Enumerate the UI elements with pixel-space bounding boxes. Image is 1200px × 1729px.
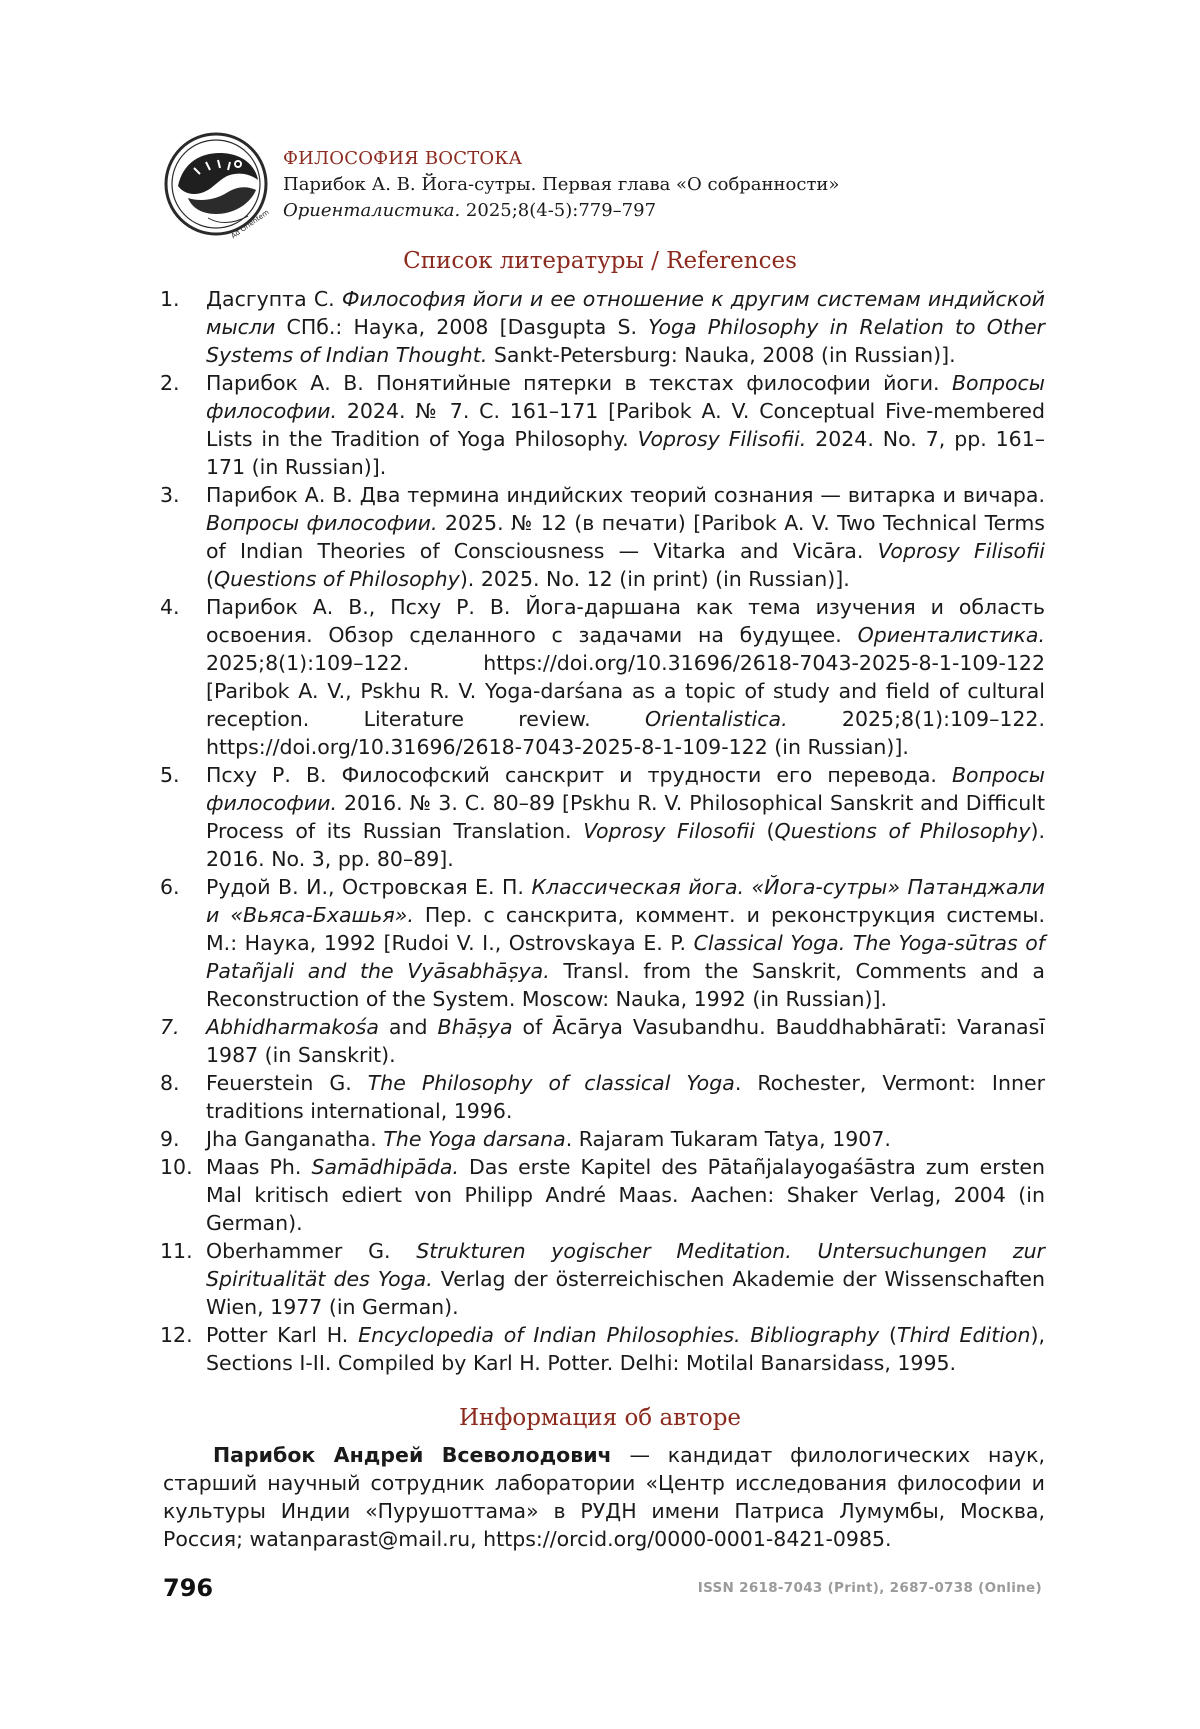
journal-logo	[160, 128, 272, 240]
reference-segment: Дасгупта С.	[206, 287, 342, 311]
reference-item	[160, 369, 1045, 481]
reference-italic-segment: Encyclopedia of Indian Philosophies. Bibliography	[358, 1323, 880, 1347]
reference-text	[206, 593, 1045, 761]
reference-text	[206, 1069, 1045, 1125]
reference-segment: Maas Ph.	[206, 1155, 312, 1179]
running-header	[283, 146, 839, 224]
reference-italic-segment: Voprosy Filosofii	[583, 819, 755, 843]
reference-italic-segment: Voprosy Filisofii.	[637, 427, 807, 451]
reference-text	[206, 1237, 1045, 1321]
page-number: 796	[163, 1574, 214, 1602]
reference-number: 11.	[160, 1239, 193, 1263]
reference-item	[160, 1125, 1045, 1153]
reference-item	[160, 1153, 1045, 1237]
reference-italic-segment: The Philosophy of classical Yoga	[367, 1071, 735, 1095]
citation-details: 2025;8(4-5):779–797	[460, 200, 657, 221]
reference-number: 5.	[160, 763, 180, 787]
issn-footer: ISSN 2618-7043 (Print), 2687-0738 (Online)	[697, 1580, 1042, 1596]
reference-segment: and	[378, 1015, 438, 1039]
reference-item	[160, 593, 1045, 761]
reference-segment: . Rochester, Vermont: Inner traditions international, 1996.	[206, 1071, 1045, 1123]
reference-italic-segment: Вопросы философии.	[206, 371, 1045, 423]
reference-italic-segment: Классическая йога. «Йога-сутры» Патанджали и «Вьяса-Бхашья».	[206, 875, 1046, 927]
reference-segment: (	[879, 1323, 898, 1347]
reference-italic-segment: Философия йоги и ее отношение к другим системам индийской мысли	[206, 287, 1045, 339]
reference-italic-segment: Strukturen yogischer Meditation. Untersuchungen zur Spiritualität des Yoga.	[206, 1239, 1045, 1291]
reference-text	[206, 873, 1045, 1013]
reference-number: 10.	[160, 1155, 193, 1179]
reference-segment: Парибок А. В., Псху Р. В. Йога-даршана как тема изучения и область освоения. Обзор сделанного с задачами на будущее.	[206, 595, 1045, 647]
reference-item	[160, 1237, 1045, 1321]
reference-text	[206, 1153, 1045, 1237]
reference-list	[160, 285, 1045, 1377]
reference-text	[206, 1013, 1045, 1069]
reference-segment: Пер. с санскрита, коммент. и реконструкция системы. М.: Наука, 1992 [Rudoi V. I., Ostrovskaya E. P.	[206, 903, 1045, 955]
reference-italic-segment: Abhidharmakośa	[206, 1015, 379, 1039]
reference-italic-segment: Yoga Philosophy in Relation to Other Systems of Indian Thought.	[206, 315, 1045, 367]
reference-italic-segment: Bhāṣya	[437, 1015, 513, 1039]
reference-segment: СПб.: Наука, 2008 [Dasgupta S.	[275, 315, 649, 339]
reference-segment: Jha Ganganatha.	[206, 1127, 384, 1151]
reference-italic-segment: Вопросы философии.	[206, 763, 1045, 815]
reference-segment: 2024. No. 7, pp. 161–171 (in Russian)].	[206, 427, 1046, 479]
reference-segment: Парибок А. В. Понятийные пятерки в текстах философии йоги.	[206, 371, 952, 395]
reference-italic-segment: Voprosy Filisofii	[877, 539, 1045, 563]
reference-item	[160, 1321, 1045, 1377]
reference-italic-segment: Third Edition	[897, 1323, 1031, 1347]
reference-item	[160, 481, 1045, 593]
author-bio: — кандидат филологических наук, старший научный сотрудник лаборатории «Центр исследования философии и культуры Индии «Пурушоттама» в РУДН имени Патриса Лумумбы, Москва, Россия; watanparast@mail.ru, https://orcid.org/0000-0001-8421-0985.	[163, 1443, 1045, 1551]
reference-text	[206, 369, 1045, 481]
reference-segment: (	[754, 819, 775, 843]
reference-number: 12.	[160, 1323, 193, 1347]
reference-italic-segment: Classical Yoga. The Yoga-sūtras of Patañjali and the Vyāsabhāṣya.	[206, 931, 1045, 983]
author-info-title: Информация об авторе	[458, 1405, 742, 1431]
reference-italic-segment: Questions of Philosophy	[214, 567, 460, 591]
reference-segment: Псху Р. В. Философский санскрит и трудности его перевода.	[206, 763, 952, 787]
reference-number: 7.	[160, 1015, 180, 1039]
citation-journal: Ориенталистика.	[283, 200, 461, 221]
reference-segment: of Ācārya Vasubandhu. Bauddhabhāratī: Varanasī 1987 (in Sanskrit).	[206, 1015, 1045, 1067]
reference-segment: Feuerstein G.	[206, 1071, 368, 1095]
reference-segment: 2025;8(1):109–122. https://doi.org/10.31696/2618-7043-2025-8-1-109-122 (in Russian)].	[206, 707, 1045, 759]
reference-segment: Рудой В. И., Островская Е. П.	[206, 875, 532, 899]
reference-segment: Sankt-Petersburg: Nauka, 2008 (in Russian)].	[487, 343, 956, 367]
reference-number: 1.	[160, 287, 180, 311]
reference-italic-segment: Вопросы философии.	[206, 511, 438, 535]
reference-item	[160, 1069, 1045, 1125]
reference-italic-segment: Orientalistica.	[644, 707, 788, 731]
author-info	[163, 1441, 1045, 1553]
reference-number: 6.	[160, 875, 180, 899]
journal-section-name: ФИЛОСОФИЯ ВОСТОКА	[283, 148, 523, 169]
reference-segment: 2024. № 7. С. 161–171 [Paribok A. V. Conceptual Five-membered Lists in the Tradition of Yoga Philosophy.	[206, 399, 1045, 451]
reference-segment: ). 2025. No. 12 (in print) (in Russian)].	[459, 567, 850, 591]
reference-text	[206, 1321, 1045, 1377]
reference-item	[160, 761, 1045, 873]
reference-number: 4.	[160, 595, 180, 619]
reference-segment: Парибок А. В. Два термина индийских теорий сознания — витарка и вичара.	[206, 483, 1045, 507]
reference-segment: Potter Karl H.	[206, 1323, 359, 1347]
reference-text	[206, 1125, 1045, 1153]
author-name: Парибок Андрей Всеволодович	[213, 1443, 612, 1467]
article-reference: Парибок А. В. Йога-сутры. Первая глава «О собранности»	[283, 174, 840, 195]
reference-number: 8.	[160, 1071, 180, 1095]
citation-line	[283, 198, 839, 224]
reference-segment: ), Sections I-II. Compiled by Karl H. Potter. Delhi: Motilal Banarsidass, 1995.	[206, 1323, 1045, 1375]
reference-italic-segment: Questions of Philosophy	[774, 819, 1031, 843]
reference-segment: . Rajaram Tukaram Tatya, 1907.	[565, 1127, 891, 1151]
reference-text	[206, 761, 1045, 873]
reference-segment: (	[206, 567, 214, 591]
reference-item	[160, 873, 1045, 1013]
reference-italic-segment: The Yoga darsana	[383, 1127, 566, 1151]
reference-item	[160, 285, 1045, 369]
ad-orientem-emblem-icon	[160, 128, 272, 240]
reference-italic-segment: Ориенталистика.	[857, 623, 1045, 647]
reference-number: 3.	[160, 483, 180, 507]
reference-segment: Transl. from the Sanskrit, Comments and a Reconstruction of the System. Moscow: Nauka, 1992 (in Russian)].	[206, 959, 1045, 1011]
references-title: Список литературы / References	[403, 248, 797, 274]
reference-item	[160, 1013, 1045, 1069]
reference-segment: 2025. № 12 (в печати) [Paribok A. V. Two Technical Terms of Indian Theories of Consciousness — Vitarka and Vicāra.	[206, 511, 1045, 563]
logo-lettering: Ad Orientem	[229, 208, 271, 240]
reference-segment: ). 2016. No. 3, pp. 80–89].	[206, 819, 1046, 871]
reference-text	[206, 285, 1045, 369]
reference-segment: Verlag der österreichischen Akademie der Wissenschaften Wien, 1977 (in German).	[206, 1267, 1046, 1319]
reference-number: 2.	[160, 371, 180, 395]
reference-text	[206, 481, 1045, 593]
reference-segment: 2025;8(1):109–122. https://doi.org/10.31696/2618-7043-2025-8-1-109-122 [Paribok A. V., Pskhu R. V. Yoga-darśana as a topic of study and field of cultural reception. Literature review.	[206, 651, 1045, 731]
reference-segment: 2016. № 3. С. 80–89 [Pskhu R. V. Philosophical Sanskrit and Difficult Process of its Russian Translation.	[206, 791, 1045, 843]
reference-italic-segment: Samādhipāda.	[311, 1155, 459, 1179]
reference-segment: Oberhammer G.	[206, 1239, 417, 1263]
reference-number: 9.	[160, 1127, 180, 1151]
reference-segment: Das erste Kapitel des Pātañjalayogaśāstra zum ersten Mal kritisch ediert von Philipp André Maas. Aachen: Shaker Verlag, 2004 (in German).	[206, 1155, 1045, 1235]
